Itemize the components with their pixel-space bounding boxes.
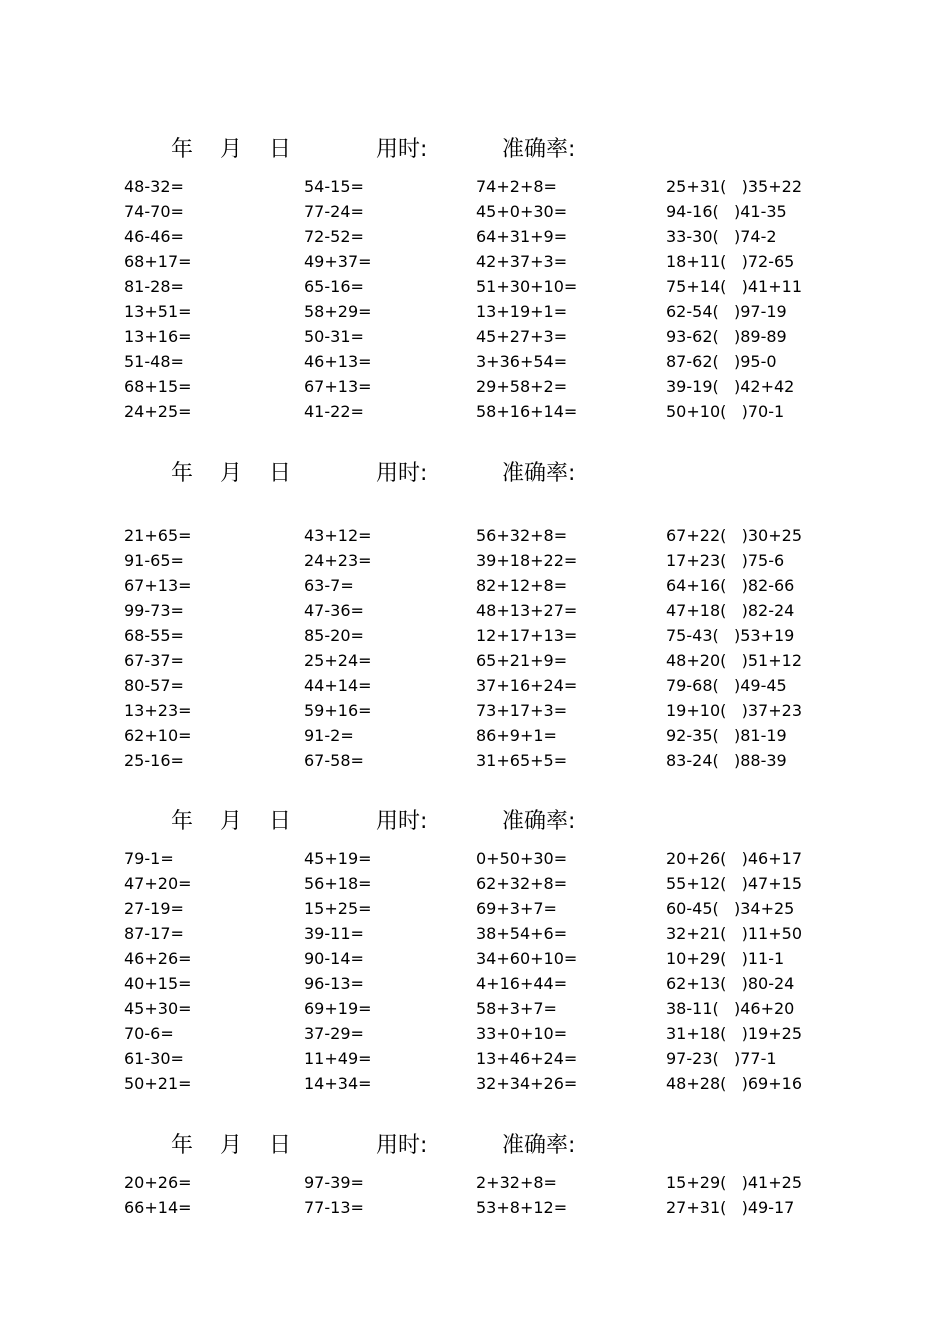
comparison-problem: 62-54( )97-19 bbox=[666, 302, 787, 321]
problem-row bbox=[0, 274, 950, 299]
comparison-problem: 94-16( )41-35 bbox=[666, 202, 787, 221]
arithmetic-problem: 56+18= bbox=[304, 874, 372, 893]
problem-row bbox=[0, 623, 950, 648]
comparison-problem: 10+29( )11-1 bbox=[666, 949, 785, 968]
problem-row bbox=[0, 299, 950, 324]
arithmetic-problem: 65+21+9= bbox=[476, 651, 568, 670]
comparison-problem: 27+31( )49-17 bbox=[666, 1198, 795, 1217]
arithmetic-problem: 13+51= bbox=[124, 302, 192, 321]
arithmetic-problem: 74-70= bbox=[124, 202, 184, 221]
arithmetic-problem: 68+15= bbox=[124, 377, 192, 396]
arithmetic-problem: 67+13= bbox=[304, 377, 372, 396]
arithmetic-problem: 51-48= bbox=[124, 352, 184, 371]
arithmetic-problem: 69+19= bbox=[304, 999, 372, 1018]
arithmetic-problem: 24+23= bbox=[304, 551, 372, 570]
problem-row bbox=[0, 921, 950, 946]
comparison-problem: 97-23( )77-1 bbox=[666, 1049, 777, 1068]
arithmetic-problem: 56+32+8= bbox=[476, 526, 568, 545]
section-2-header bbox=[0, 459, 950, 489]
time-used-label: 用时: bbox=[376, 461, 428, 486]
arithmetic-problem: 47-36= bbox=[304, 601, 364, 620]
comparison-problem: 19+10( )37+23 bbox=[666, 701, 802, 720]
comparison-problem: 79-68( )49-45 bbox=[666, 676, 787, 695]
comparison-problem: 62+13( )80-24 bbox=[666, 974, 795, 993]
arithmetic-problem: 81-28= bbox=[124, 277, 184, 296]
arithmetic-problem: 25+24= bbox=[304, 651, 372, 670]
accuracy-label: 准确率: bbox=[502, 461, 576, 486]
arithmetic-problem: 45+0+30= bbox=[476, 202, 568, 221]
arithmetic-problem: 54-15= bbox=[304, 177, 364, 196]
year-label: 年 bbox=[171, 1133, 194, 1158]
arithmetic-problem: 87-17= bbox=[124, 924, 184, 943]
arithmetic-problem: 77-13= bbox=[304, 1198, 364, 1217]
arithmetic-problem: 24+25= bbox=[124, 402, 192, 421]
arithmetic-problem: 43+12= bbox=[304, 526, 372, 545]
arithmetic-problem: 45+19= bbox=[304, 849, 372, 868]
arithmetic-problem: 58+3+7= bbox=[476, 999, 557, 1018]
arithmetic-problem: 14+34= bbox=[304, 1074, 372, 1093]
arithmetic-problem: 58+29= bbox=[304, 302, 372, 321]
arithmetic-problem: 25-16= bbox=[124, 751, 184, 770]
arithmetic-problem: 45+30= bbox=[124, 999, 192, 1018]
comparison-problem: 38-11( )46+20 bbox=[666, 999, 795, 1018]
problem-row bbox=[0, 946, 950, 971]
comparison-problem: 60-45( )34+25 bbox=[666, 899, 795, 918]
arithmetic-problem: 58+16+14= bbox=[476, 402, 578, 421]
arithmetic-problem: 13+19+1= bbox=[476, 302, 568, 321]
arithmetic-problem: 44+14= bbox=[304, 676, 372, 695]
comparison-problem: 67+22( )30+25 bbox=[666, 526, 802, 545]
arithmetic-problem: 67-37= bbox=[124, 651, 184, 670]
arithmetic-problem: 20+26= bbox=[124, 1173, 192, 1192]
comparison-problem: 93-62( )89-89 bbox=[666, 327, 787, 346]
arithmetic-problem: 27-19= bbox=[124, 899, 184, 918]
arithmetic-problem: 31+65+5= bbox=[476, 751, 568, 770]
comparison-problem: 33-30( )74-2 bbox=[666, 227, 777, 246]
comparison-problem: 47+18( )82-24 bbox=[666, 601, 795, 620]
arithmetic-problem: 70-6= bbox=[124, 1024, 174, 1043]
arithmetic-problem: 45+27+3= bbox=[476, 327, 568, 346]
problem-row bbox=[0, 723, 950, 748]
problem-row bbox=[0, 846, 950, 871]
arithmetic-problem: 49+37= bbox=[304, 252, 372, 271]
arithmetic-problem: 13+23= bbox=[124, 701, 192, 720]
month-label: 月 bbox=[220, 137, 243, 162]
accuracy-label: 准确率: bbox=[502, 1133, 576, 1158]
arithmetic-problem: 48+13+27= bbox=[476, 601, 578, 620]
arithmetic-problem: 72-52= bbox=[304, 227, 364, 246]
problem-row bbox=[0, 523, 950, 548]
problem-row bbox=[0, 324, 950, 349]
arithmetic-problem: 13+46+24= bbox=[476, 1049, 578, 1068]
arithmetic-problem: 65-16= bbox=[304, 277, 364, 296]
year-label: 年 bbox=[171, 809, 194, 834]
arithmetic-problem: 33+0+10= bbox=[476, 1024, 568, 1043]
problem-row bbox=[0, 1071, 950, 1096]
arithmetic-problem: 46+26= bbox=[124, 949, 192, 968]
comparison-problem: 39-19( )42+42 bbox=[666, 377, 795, 396]
arithmetic-problem: 96-13= bbox=[304, 974, 364, 993]
accuracy-label: 准确率: bbox=[502, 809, 576, 834]
comparison-problem: 25+31( )35+22 bbox=[666, 177, 802, 196]
arithmetic-problem: 51+30+10= bbox=[476, 277, 578, 296]
month-label: 月 bbox=[220, 461, 243, 486]
comparison-problem: 64+16( )82-66 bbox=[666, 576, 795, 595]
day-label: 日 bbox=[269, 137, 292, 162]
arithmetic-problem: 37+16+24= bbox=[476, 676, 578, 695]
problem-row bbox=[0, 598, 950, 623]
arithmetic-problem: 73+17+3= bbox=[476, 701, 568, 720]
arithmetic-problem: 2+32+8= bbox=[476, 1173, 557, 1192]
arithmetic-problem: 46+13= bbox=[304, 352, 372, 371]
arithmetic-problem: 29+58+2= bbox=[476, 377, 568, 396]
problem-row bbox=[0, 224, 950, 249]
problem-row bbox=[0, 748, 950, 773]
comparison-problem: 48+28( )69+16 bbox=[666, 1074, 802, 1093]
problem-row bbox=[0, 249, 950, 274]
arithmetic-problem: 82+12+8= bbox=[476, 576, 568, 595]
time-used-label: 用时: bbox=[376, 809, 428, 834]
arithmetic-problem: 3+36+54= bbox=[476, 352, 568, 371]
comparison-problem: 31+18( )19+25 bbox=[666, 1024, 802, 1043]
arithmetic-problem: 79-1= bbox=[124, 849, 174, 868]
comparison-problem: 75+14( )41+11 bbox=[666, 277, 802, 296]
problem-row bbox=[0, 174, 950, 199]
problem-row bbox=[0, 871, 950, 896]
arithmetic-problem: 64+31+9= bbox=[476, 227, 568, 246]
day-label: 日 bbox=[269, 1133, 292, 1158]
arithmetic-problem: 68-55= bbox=[124, 626, 184, 645]
section-3-header bbox=[0, 807, 950, 837]
problem-row bbox=[0, 1046, 950, 1071]
arithmetic-problem: 91-2= bbox=[304, 726, 354, 745]
problem-row bbox=[0, 1195, 950, 1220]
arithmetic-problem: 46-46= bbox=[124, 227, 184, 246]
comparison-problem: 32+21( )11+50 bbox=[666, 924, 802, 943]
comparison-problem: 92-35( )81-19 bbox=[666, 726, 787, 745]
day-label: 日 bbox=[269, 461, 292, 486]
arithmetic-problem: 50+21= bbox=[124, 1074, 192, 1093]
comparison-problem: 20+26( )46+17 bbox=[666, 849, 802, 868]
arithmetic-problem: 61-30= bbox=[124, 1049, 184, 1068]
arithmetic-problem: 62+10= bbox=[124, 726, 192, 745]
year-label: 年 bbox=[171, 137, 194, 162]
arithmetic-problem: 80-57= bbox=[124, 676, 184, 695]
comparison-problem: 48+20( )51+12 bbox=[666, 651, 802, 670]
comparison-problem: 17+23( )75-6 bbox=[666, 551, 785, 570]
arithmetic-problem: 62+32+8= bbox=[476, 874, 568, 893]
arithmetic-problem: 99-73= bbox=[124, 601, 184, 620]
arithmetic-problem: 15+25= bbox=[304, 899, 372, 918]
arithmetic-problem: 21+65= bbox=[124, 526, 192, 545]
section-4-header bbox=[0, 1131, 950, 1161]
problem-row bbox=[0, 349, 950, 374]
arithmetic-problem: 48-32= bbox=[124, 177, 184, 196]
problem-row bbox=[0, 374, 950, 399]
problem-row bbox=[0, 548, 950, 573]
comparison-problem: 75-43( )53+19 bbox=[666, 626, 795, 645]
day-label: 日 bbox=[269, 809, 292, 834]
comparison-problem: 18+11( )72-65 bbox=[666, 252, 795, 271]
problem-row bbox=[0, 1021, 950, 1046]
comparison-problem: 55+12( )47+15 bbox=[666, 874, 802, 893]
arithmetic-problem: 91-65= bbox=[124, 551, 184, 570]
arithmetic-problem: 50-31= bbox=[304, 327, 364, 346]
arithmetic-problem: 68+17= bbox=[124, 252, 192, 271]
arithmetic-problem: 85-20= bbox=[304, 626, 364, 645]
arithmetic-problem: 86+9+1= bbox=[476, 726, 557, 745]
problem-row bbox=[0, 896, 950, 921]
year-label: 年 bbox=[171, 461, 194, 486]
time-used-label: 用时: bbox=[376, 137, 428, 162]
accuracy-label: 准确率: bbox=[502, 137, 576, 162]
arithmetic-problem: 67-58= bbox=[304, 751, 364, 770]
problem-row bbox=[0, 996, 950, 1021]
arithmetic-problem: 37-29= bbox=[304, 1024, 364, 1043]
comparison-problem: 50+10( )70-1 bbox=[666, 402, 785, 421]
arithmetic-problem: 97-39= bbox=[304, 1173, 364, 1192]
arithmetic-problem: 42+37+3= bbox=[476, 252, 568, 271]
month-label: 月 bbox=[220, 809, 243, 834]
arithmetic-problem: 47+20= bbox=[124, 874, 192, 893]
arithmetic-problem: 11+49= bbox=[304, 1049, 372, 1068]
problem-row bbox=[0, 199, 950, 224]
section-1-header bbox=[0, 135, 950, 165]
problem-row bbox=[0, 648, 950, 673]
problem-row bbox=[0, 698, 950, 723]
arithmetic-problem: 0+50+30= bbox=[476, 849, 568, 868]
arithmetic-problem: 63-7= bbox=[304, 576, 354, 595]
problem-row bbox=[0, 971, 950, 996]
arithmetic-problem: 39+18+22= bbox=[476, 551, 578, 570]
comparison-problem: 15+29( )41+25 bbox=[666, 1173, 802, 1192]
problem-row bbox=[0, 573, 950, 598]
arithmetic-problem: 66+14= bbox=[124, 1198, 192, 1217]
arithmetic-problem: 90-14= bbox=[304, 949, 364, 968]
time-used-label: 用时: bbox=[376, 1133, 428, 1158]
problem-row bbox=[0, 1170, 950, 1195]
problem-row bbox=[0, 399, 950, 424]
comparison-problem: 87-62( )95-0 bbox=[666, 352, 777, 371]
arithmetic-problem: 67+13= bbox=[124, 576, 192, 595]
arithmetic-problem: 41-22= bbox=[304, 402, 364, 421]
arithmetic-problem: 69+3+7= bbox=[476, 899, 557, 918]
arithmetic-problem: 13+16= bbox=[124, 327, 192, 346]
arithmetic-problem: 39-11= bbox=[304, 924, 364, 943]
arithmetic-problem: 12+17+13= bbox=[476, 626, 578, 645]
arithmetic-problem: 38+54+6= bbox=[476, 924, 568, 943]
arithmetic-problem: 74+2+8= bbox=[476, 177, 557, 196]
comparison-problem: 83-24( )88-39 bbox=[666, 751, 787, 770]
arithmetic-problem: 34+60+10= bbox=[476, 949, 578, 968]
arithmetic-problem: 40+15= bbox=[124, 974, 192, 993]
problem-row bbox=[0, 673, 950, 698]
arithmetic-problem: 32+34+26= bbox=[476, 1074, 578, 1093]
arithmetic-problem: 77-24= bbox=[304, 202, 364, 221]
arithmetic-problem: 59+16= bbox=[304, 701, 372, 720]
arithmetic-problem: 53+8+12= bbox=[476, 1198, 568, 1217]
month-label: 月 bbox=[220, 1133, 243, 1158]
arithmetic-problem: 4+16+44= bbox=[476, 974, 568, 993]
